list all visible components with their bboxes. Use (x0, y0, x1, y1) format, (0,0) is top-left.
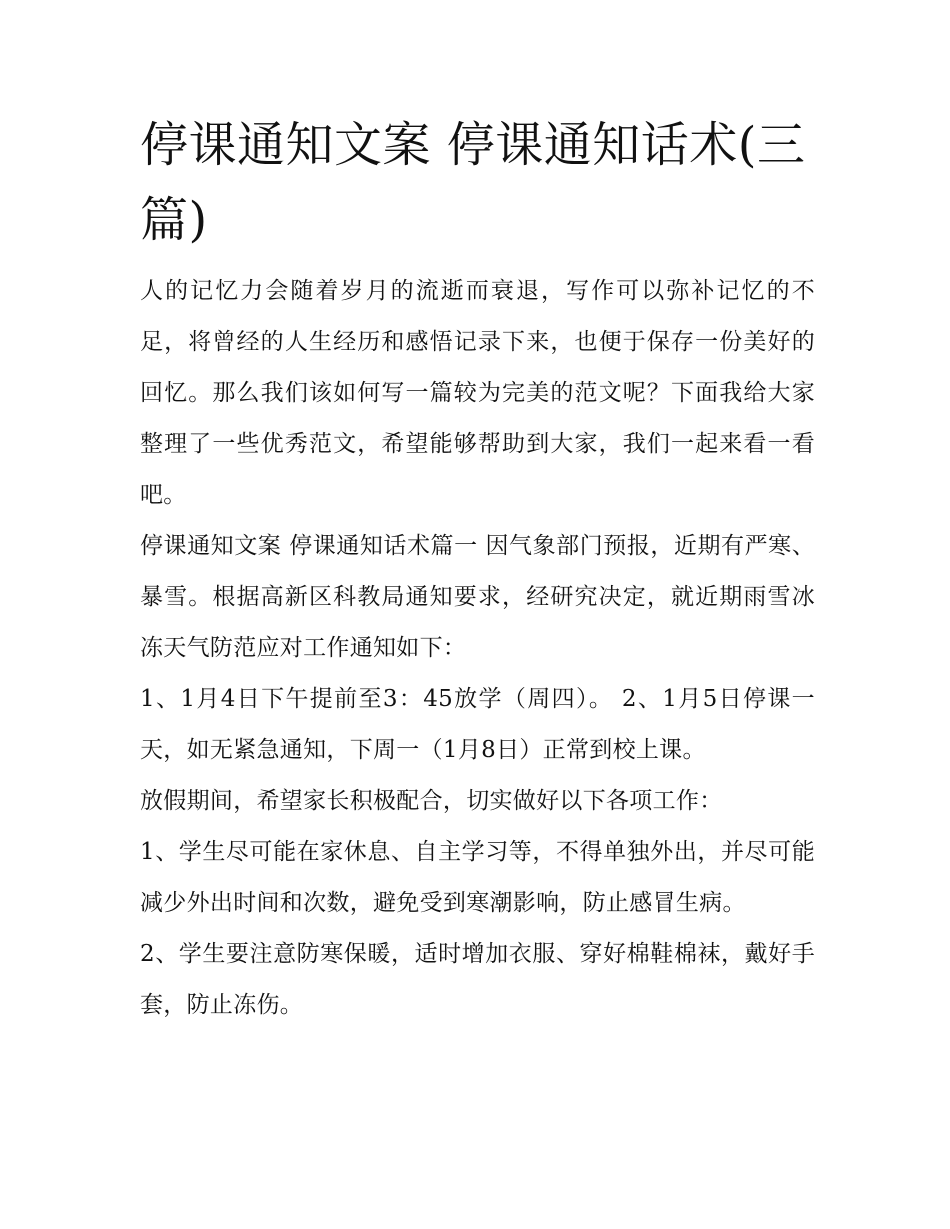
paragraph-notice-1: 停课通知文案 停课通知话术篇一 因气象部门预报，近期有严寒、暴雪。根据高新区科教局通知要求，经研究决定，就近期雨雪冰冻天气防范应对工作通知如下： (140, 533, 815, 661)
document-title: 停课通知文案 停课通知话术(三篇) (140, 117, 806, 248)
paragraph-item-2: 2、学生要注意防寒保暖，适时增加衣服、穿好棉鞋棉袜，戴好手套，防止冻伤。 (140, 941, 815, 1018)
paragraph-intro: 人的记忆力会随着岁月的流逝而衰退，写作可以弥补记忆的不足，将曾经的人生经历和感悟记录下来，也便于保存一份美好的回忆。那么我们该如何写一篇较为完美的范文呢？下面我给大家整理了一些优秀范文，希望能够帮助到大家，我们一起来看一看吧。 (140, 278, 815, 508)
paragraph-schedule: 1、1月4日下午提前至3：45放学（周四）。 2、1月5日停课一天，如无紧急通知，下周一（1月8日）正常到校上课。 (140, 686, 815, 763)
paragraph-item-1: 1、学生尽可能在家休息、自主学习等，不得单独外出，并尽可能减少外出时间和次数，避免受到寒潮影响，防止感冒生病。 (140, 839, 815, 916)
paragraph-holiday: 放假期间，希望家长积极配合，切实做好以下各项工作： (140, 788, 723, 814)
document-page (140, 108, 815, 1031)
